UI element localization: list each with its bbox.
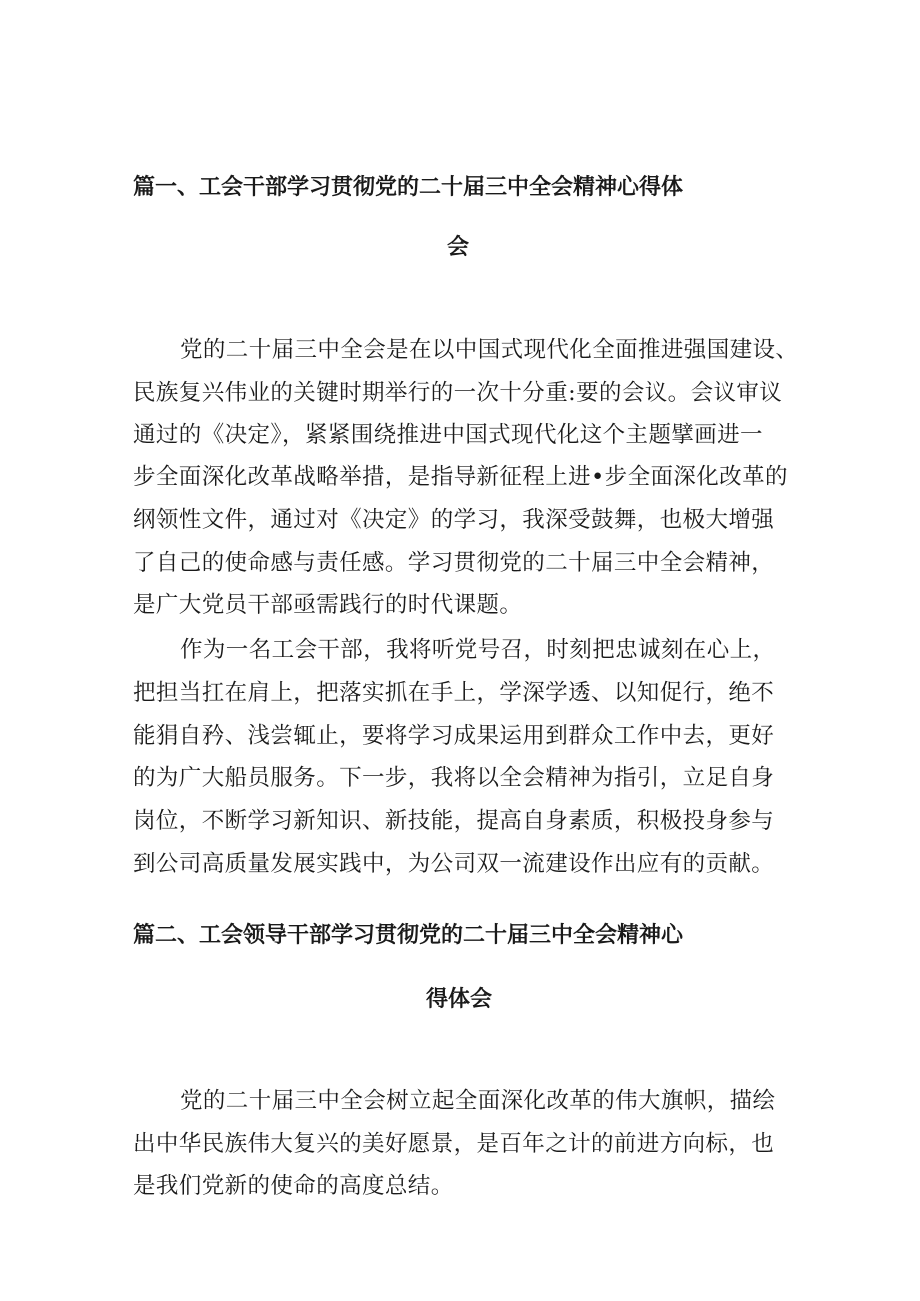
- s1-p2-line-1: 作为一名工会干部，我将听党号召，时刻把忠诚刻在心上，: [180, 637, 776, 663]
- s2-p1-line-3: 是我们党新的使命的高度总结。: [133, 1173, 454, 1199]
- s1-p2-line-4: 的为广大船员服务。下一步，我将以全会精神为指引，立足自身: [133, 765, 775, 791]
- s1-p1-line-4: 步全面深化改革战略举措，是指导新征程上进•步全面深化改革的: [133, 464, 788, 490]
- s1-p2-line-6: 到公司高质量发展实践中，为公司双一流建设作出应有的贡献。: [133, 851, 775, 877]
- s1-p1-line-3: 通过的《决定》，紧紧围绕推进中国式现代化这个主题擘画进一: [133, 422, 763, 448]
- section-2-heading-line-2: 得体会: [426, 987, 493, 1012]
- s1-p1-line-7: 是广大党员干部亟需践行的时代课题。: [133, 592, 523, 618]
- section-2-heading-line-1: 篇二、工会领导干部学习贯彻党的二十届三中全会精神心: [133, 923, 684, 948]
- s1-p2-line-2: 把担当扛在肩上，把落实抓在手上，学深学透、以知促行，绝不: [133, 680, 775, 706]
- s1-p2-line-5: 岗位，不断学习新知识、新技能，提高自身素质，积极投身参与: [133, 808, 775, 834]
- s2-p1-line-1: 党的二十届三中全会树立起全面深化改革的伟大旗帜，描绘: [180, 1088, 776, 1114]
- section-1-heading-line-1: 篇一、工会干部学习贯彻党的二十届三中全会精神心得体: [133, 175, 684, 200]
- s2-p1-line-2: 出中华民族伟大复兴的美好愿景，是百年之计的前进方向标，也: [133, 1131, 775, 1157]
- s1-p1-line-1: 党的二十届三中全会是在以中国式现代化全面推进强国建设、: [180, 337, 799, 363]
- s1-p1-line-5: 纲领性文件，通过对《决定》的学习，我深受鼓舞，也极大增强: [133, 507, 775, 533]
- s1-p1-line-2: 民族复兴伟业的关键时期举行的一次十分重:要的会议。会议审议: [133, 380, 783, 406]
- s1-p1-line-6: 了自己的使命感与责任感。学习贯彻党的二十届三中全会精神，: [133, 550, 775, 576]
- section-1-heading-line-2: 会: [447, 235, 470, 260]
- s1-p2-line-3: 能狷自矜、浅尝辄止，要将学习成果运用到群众工作中去，更好: [133, 723, 775, 749]
